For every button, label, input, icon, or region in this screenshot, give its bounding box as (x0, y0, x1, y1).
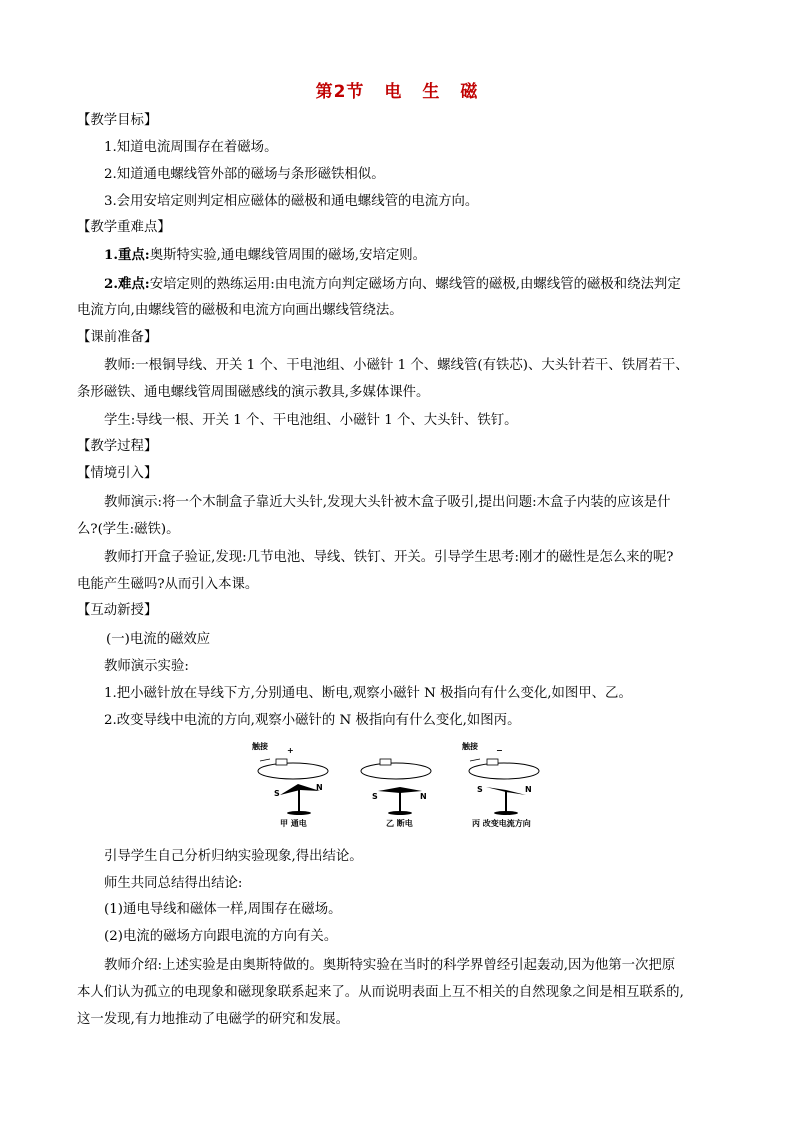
pole-n-b: N (420, 792, 427, 801)
switch-c (470, 759, 480, 761)
process-heading: 【教学过程】 (77, 439, 158, 454)
title-section: 第2节 (315, 82, 365, 102)
key-text: 奥斯特实验,通电螺线管周围的磁场,安培定则。 (149, 248, 427, 263)
wire-loop-b (361, 763, 431, 779)
section-1-title: (一)电流的磁效应 (106, 632, 211, 647)
pole-s-b: S (372, 792, 378, 801)
wire-loop-c (469, 763, 539, 779)
intro-para-1: 教师演示:将一个木制盒子靠近大头针,发现大头针被木盒子吸引,提出问题:木盒子内装的应该是什 (104, 495, 671, 510)
caption-a: 甲 通电 (280, 819, 307, 828)
prep-student: 学生:导线一根、开关 1 个、干电池组、小磁针 1 个、大头针、铁钉。 (104, 413, 518, 428)
pole-s-a: S (274, 789, 280, 798)
difficulty-text-cont: 电流方向,由螺线管的磁极和电流方向画出螺线管绕法。 (77, 303, 403, 318)
intro-para-2-cont: 电能产生磁吗?从而引入本课。 (77, 577, 259, 592)
panel-c (462, 741, 539, 828)
switch-a (260, 759, 270, 761)
oersted-para-cont-1: 本人们认为孤立的电现象和磁现象联系起来了。从而说明表面上互不相关的自然现象之间是相互联系的, (77, 985, 684, 1000)
objectives-heading: 【教学目标】 (77, 113, 158, 128)
caption-c: 丙 改变电流方向 (472, 819, 531, 828)
demo-label: 教师演示实验: (104, 659, 189, 674)
touch-label-c: 触接 (462, 742, 478, 751)
battery-c (487, 759, 498, 765)
new-heading: 【互动新授】 (77, 603, 158, 618)
prep-teacher: 教师:一根铜导线、开关 1 个、干电池组、小磁针 1 个、螺线管(有铁芯)、大头针若干、铁屑若干、 (104, 358, 689, 373)
oersted-para: 教师介绍:上述实验是由奥斯特做的。奥斯特实验在当时的科学界曾经引起轰动,因为他第一次把原 (104, 958, 676, 973)
stand-base-a (287, 811, 311, 815)
title-char-2: 生 (422, 82, 441, 102)
key-label: 1.重点: (104, 247, 150, 263)
touch-label-a: 触接 (252, 742, 268, 751)
difficulty-label: 2.难点: (104, 276, 150, 292)
prep-heading: 【课前准备】 (77, 330, 158, 345)
wire-loop-a (258, 763, 328, 779)
battery-a (276, 759, 287, 765)
title-char-3: 磁 (460, 82, 479, 102)
oersted-para-cont-2: 这一发现,有力地推动了电磁学的研究和发展。 (77, 1012, 350, 1027)
battery-b (380, 759, 391, 765)
title-char-1: 电 (384, 82, 403, 102)
conclusion-1: (1)通电导线和磁体一样,周围存在磁场。 (104, 902, 342, 917)
minus-sign-c: − (496, 746, 503, 755)
keypoint-key (104, 245, 426, 266)
caption-b: 乙 断电 (386, 819, 413, 828)
intro-para-2: 教师打开盒子验证,发现:几节电池、导线、铁钉、开关。引导学生思考:刚才的磁性是怎么来的呢? (104, 550, 674, 565)
plus-sign-a: + (287, 746, 294, 755)
objective-item-1: 1.知道电流周围存在着磁场。 (104, 140, 278, 155)
intro-para-1-cont: 么?(学生:磁铁)。 (77, 522, 180, 537)
summary-text: 师生共同总结得出结论: (104, 876, 243, 891)
oersted-experiment-figure (240, 740, 560, 832)
difficulty-text: 安培定则的熟练运用:由电流方向判定磁场方向、螺线管的磁极,由螺线管的磁极和绕法判定 (149, 277, 681, 292)
intro-heading: 【情境引入】 (77, 466, 158, 481)
step-2: 2.改变导线中电流的方向,观察小磁针的 N 极指向有什么变化,如图丙。 (104, 713, 521, 728)
pole-n-a: N (316, 783, 323, 792)
objective-item-2: 2.知道通电螺线管外部的磁场与条形磁铁相似。 (104, 167, 385, 182)
keypoint-difficulty (104, 274, 681, 295)
pole-n-c: N (525, 785, 532, 794)
stand-base-b (388, 811, 412, 815)
panel-a (252, 741, 328, 828)
objective-item-3: 3.会用安培定则判定相应磁体的磁极和通电螺线管的电流方向。 (104, 194, 479, 209)
pole-s-c: S (477, 785, 483, 794)
page-title (0, 77, 794, 102)
stand-base-c (494, 811, 518, 815)
conclusion-2: (2)电流的磁场方向跟电流的方向有关。 (104, 929, 338, 944)
keypoints-heading: 【教学重难点】 (77, 220, 171, 235)
prep-teacher-cont: 条形磁铁、通电螺线管周围磁感线的演示教具,多媒体课件。 (77, 385, 430, 400)
step-1: 1.把小磁针放在导线下方,分别通电、断电,观察小磁针 N 极指向有什么变化,如图甲、乙。 (104, 686, 632, 701)
guide-text: 引导学生自己分析归纳实验现象,得出结论。 (104, 849, 363, 864)
panel-b (361, 759, 431, 828)
